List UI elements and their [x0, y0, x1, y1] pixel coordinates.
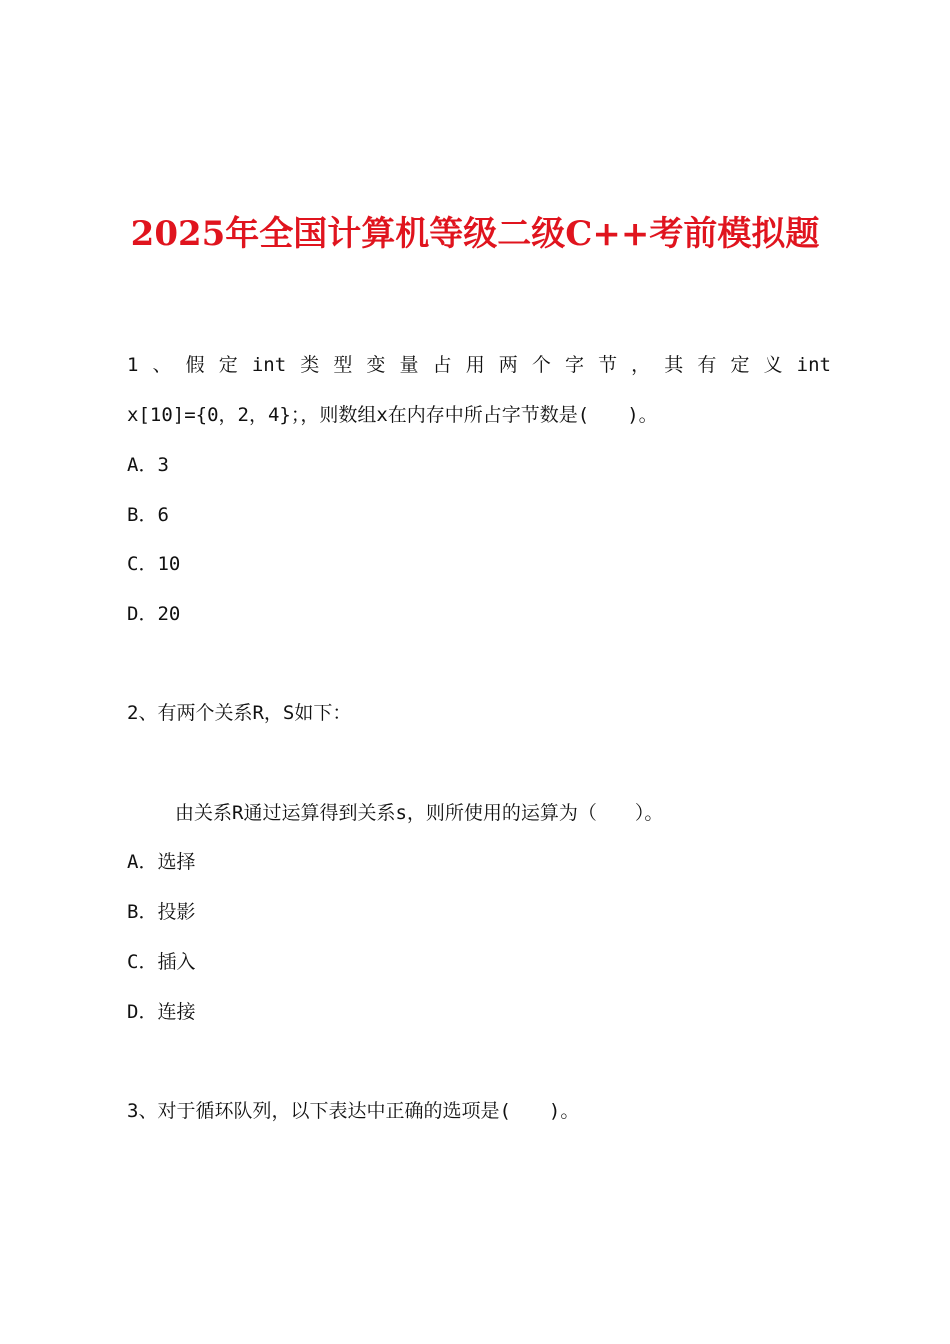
question-1-line-1-token: 1 [127, 354, 139, 376]
question-1-line-1-token: 用 [465, 354, 485, 376]
question-1-option-d: D．20 [127, 603, 181, 625]
question-1-line-1-token: 节 [598, 354, 618, 376]
question-1-line-1-token: int [251, 354, 287, 376]
question-1-line-1-token: 量 [399, 354, 419, 376]
question-1-option-a: A．3 [127, 454, 169, 476]
question-1-line-1-token: 定 [218, 354, 238, 376]
question-1-line-1-token: 其 [664, 354, 684, 376]
question-1-line-1-token: 义 [763, 354, 783, 376]
question-1-stem-line-1 [127, 350, 831, 380]
question-2-option-c: C．插入 [127, 951, 196, 973]
question-1-option-c: C．10 [127, 553, 181, 575]
question-1-line-1-token: ， [631, 354, 651, 376]
document-title: 2025年全国计算机等级二级C++考前模拟题 [130, 214, 820, 254]
question-1-line-1-token: 定 [730, 354, 750, 376]
question-2-stem: 2、有两个关系R，S如下： [127, 702, 352, 724]
question-2-option-d: D．连接 [127, 1001, 196, 1023]
question-1-line-1-token: 个 [531, 354, 551, 376]
question-2-option-b: B．投影 [127, 901, 196, 923]
question-1-stem-line-2: x[10]={0，2，4}；，则数组x在内存中所占字节数是( )。 [127, 404, 658, 426]
question-1-option-b: B．6 [127, 504, 169, 526]
question-1-line-1-token: 两 [498, 354, 518, 376]
question-2-option-a: A．选择 [127, 851, 196, 873]
question-1-line-1-token: 占 [432, 354, 452, 376]
question-1-line-1-token: 字 [564, 354, 584, 376]
question-1-line-1-token: int [796, 354, 831, 376]
question-1-line-1-token: 类 [300, 354, 320, 376]
question-3-stem: 3、对于循环队列，以下表达中正确的选项是( )。 [127, 1100, 580, 1122]
question-1-line-1-token: 有 [697, 354, 717, 376]
question-1-line-1-token: 假 [185, 354, 205, 376]
question-1-line-1-token: 、 [152, 354, 172, 376]
question-1-line-1-token: 变 [366, 354, 386, 376]
question-1-line-1-token: 型 [333, 354, 353, 376]
question-2-sub-stem: 由关系R通过运算得到关系s，则所使用的运算为（ ）。 [175, 802, 664, 824]
